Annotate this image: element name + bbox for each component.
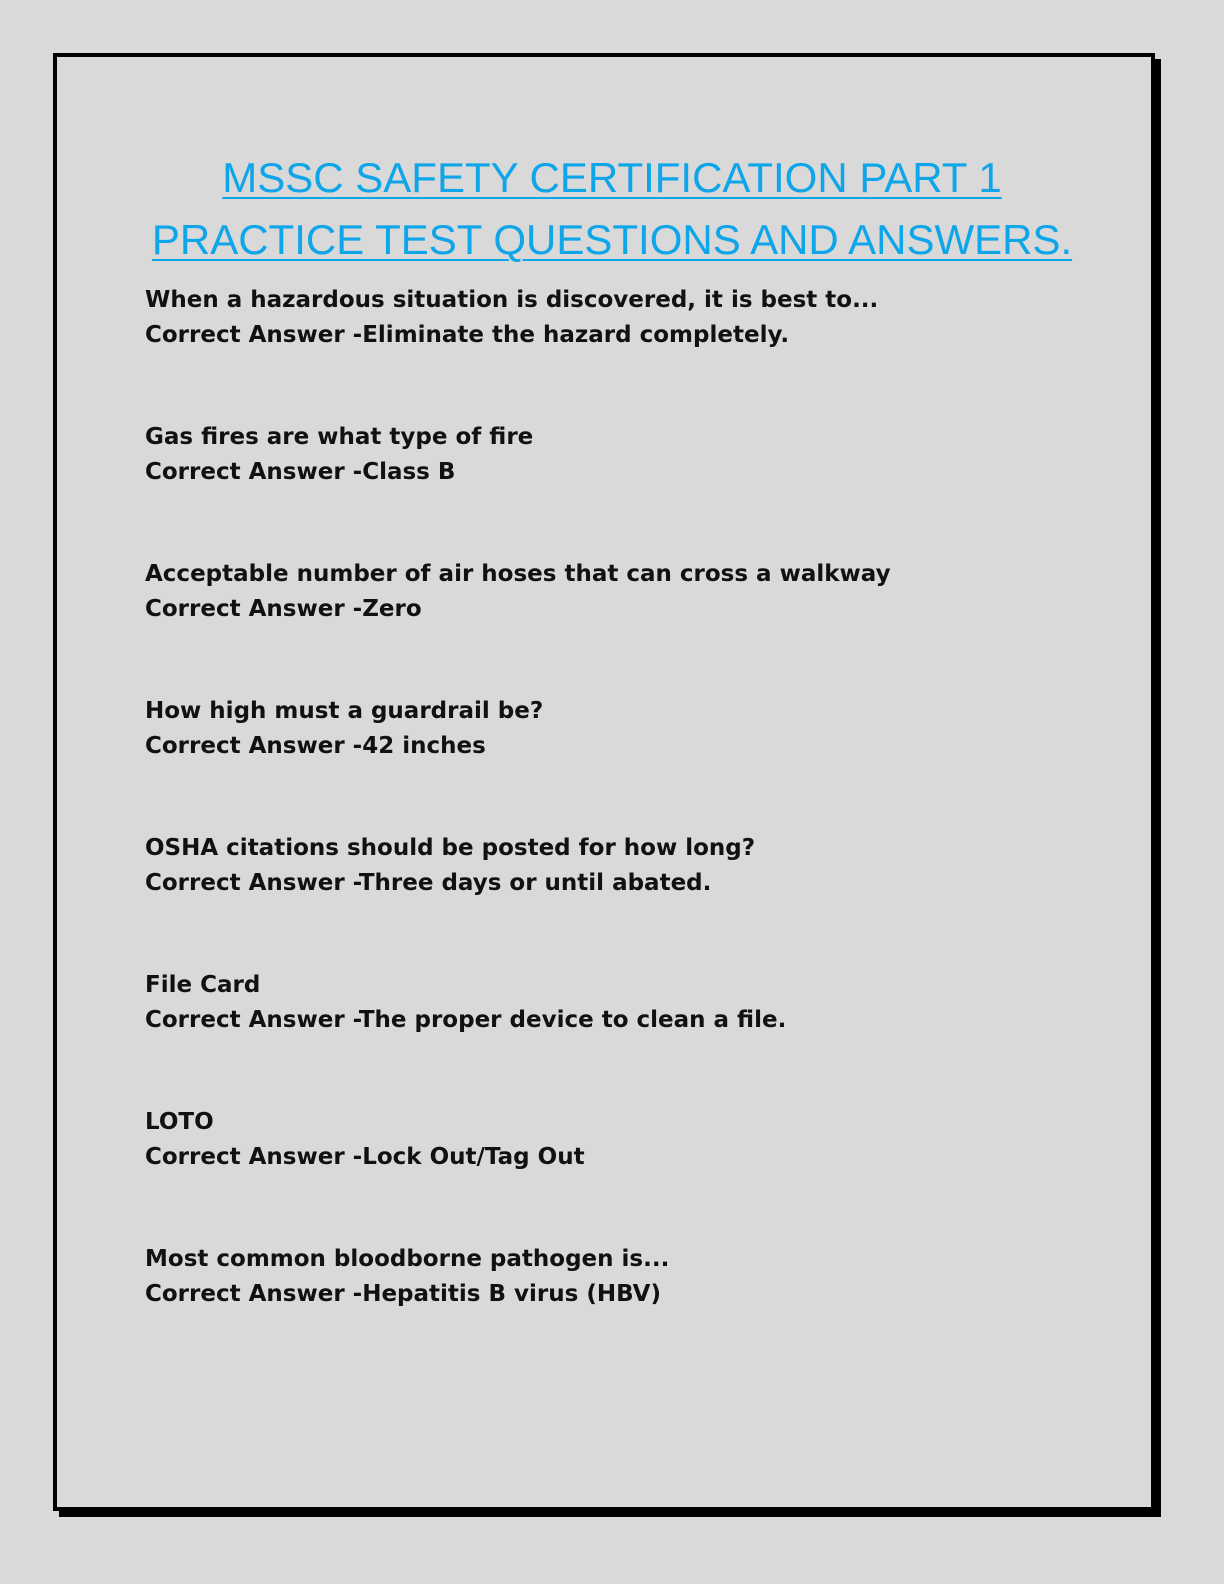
- page-frame: [53, 53, 1155, 1511]
- question-text: LOTO: [145, 1109, 214, 1135]
- answer-text: Correct Answer -Lock Out/Tag Out: [145, 1144, 585, 1170]
- answer-text: Correct Answer -Eliminate the hazard completely.: [145, 322, 790, 348]
- question-text: When a hazardous situation is discovered, it is best to...: [145, 287, 879, 313]
- question-text: Gas fires are what type of fire: [145, 424, 534, 450]
- qa-list: [145, 283, 1105, 1379]
- qa-item: [145, 968, 1105, 1105]
- answer-text: Correct Answer -Class B: [145, 459, 456, 485]
- question-text: Most common bloodborne pathogen is...: [145, 1246, 670, 1272]
- qa-item: [145, 831, 1105, 968]
- answer-text: Correct Answer -Zero: [145, 596, 422, 622]
- answer-text: Correct Answer -The proper device to clean a file.: [145, 1007, 787, 1033]
- question-text: OSHA citations should be posted for how long?: [145, 835, 756, 861]
- answer-text: Correct Answer -42 inches: [145, 733, 486, 759]
- qa-item: [145, 694, 1105, 831]
- qa-item: [145, 1105, 1105, 1242]
- document-title: MSSC SAFETY CERTIFICATION PART 1 PRACTICE TEST QUESTIONS AND ANSWERS.: [151, 154, 1073, 263]
- question-text: How high must a guardrail be?: [145, 698, 544, 724]
- answer-text: Correct Answer -Hepatitis B virus (HBV): [145, 1281, 661, 1307]
- qa-item: [145, 283, 1105, 420]
- question-text: Acceptable number of air hoses that can cross a walkway: [145, 561, 891, 587]
- qa-item: [145, 420, 1105, 557]
- question-text: File Card: [145, 972, 261, 998]
- qa-item: [145, 557, 1105, 694]
- qa-item: [145, 1242, 1105, 1379]
- answer-text: Correct Answer -Three days or until abated.: [145, 870, 712, 896]
